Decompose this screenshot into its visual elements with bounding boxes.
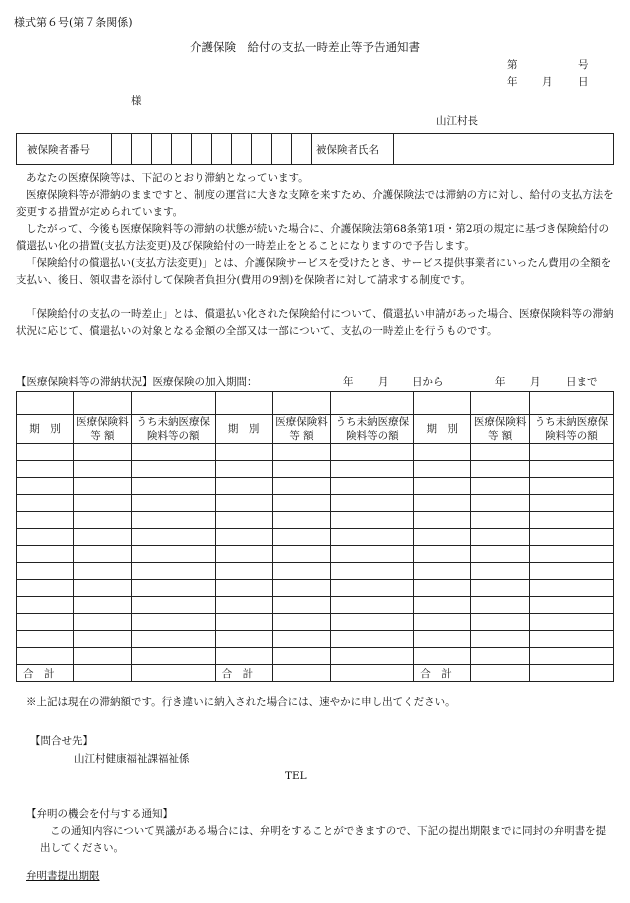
table-cell[interactable] xyxy=(471,529,530,546)
table-cell[interactable] xyxy=(215,495,272,512)
period-from: 日から xyxy=(412,376,444,388)
table-cell[interactable] xyxy=(530,495,614,512)
table-cell[interactable] xyxy=(414,512,471,529)
table-cell[interactable] xyxy=(131,631,215,648)
table-cell[interactable] xyxy=(73,648,131,665)
table-cell[interactable] xyxy=(73,563,131,580)
table-cell[interactable] xyxy=(17,546,74,563)
table-row xyxy=(17,444,614,461)
table-cell[interactable] xyxy=(471,495,530,512)
table-cell[interactable] xyxy=(471,580,530,597)
paragraph: 「保険給付の償還払い(支払方法変更)」とは、介護保険サービスを受けたとき、サービス提供事業者にいったん費用の全額を支払い、後日、領収書を添付して保険者負担分(費用の9割)を保険者に対して請求する制度です。 xyxy=(16,257,612,286)
digit-box[interactable] xyxy=(172,134,192,165)
arrears-table xyxy=(16,391,614,682)
total-cell[interactable] xyxy=(331,665,414,682)
table-cell[interactable] xyxy=(131,512,215,529)
table-cell[interactable] xyxy=(471,461,530,478)
table-cell[interactable] xyxy=(17,648,74,665)
paragraph: したがって、今後も医療保険料等の滞納の状態が続いた場合に、介護保険法第68条第1項・第2項の規定に基づき保険給付の償還払い化の措置(支払方法変更)及び保険給付の一時差止をとることになりますので予告します。 xyxy=(16,223,610,252)
table-cell[interactable] xyxy=(215,478,272,495)
table-cell[interactable] xyxy=(73,580,131,597)
table-cell[interactable] xyxy=(272,529,331,546)
digit-box[interactable] xyxy=(292,134,312,165)
table-cell[interactable] xyxy=(215,631,272,648)
insured-name-label: 被保険者氏名 xyxy=(312,134,394,165)
total-label: 合 計 xyxy=(215,665,272,682)
table-cell[interactable] xyxy=(272,461,331,478)
digit-box[interactable] xyxy=(152,134,172,165)
digit-box[interactable] xyxy=(272,134,292,165)
contact-dept: 山江村健康福祉課福祉係 xyxy=(74,753,190,765)
unpaid-header: うち未納医療保険料等の額 xyxy=(131,415,215,444)
digit-box[interactable] xyxy=(252,134,272,165)
note: ※上記は現在の滞納額です。行き違いに納入された場合には、速やかに申し出てください。 xyxy=(26,696,456,708)
period-year1: 年 xyxy=(343,376,354,388)
table-cell[interactable] xyxy=(530,597,614,614)
digit-box[interactable] xyxy=(212,134,232,165)
table-cell[interactable] xyxy=(414,614,471,631)
table-cell[interactable] xyxy=(530,478,614,495)
digit-box[interactable] xyxy=(132,134,152,165)
digit-box[interactable] xyxy=(112,134,132,165)
table-cell[interactable] xyxy=(530,461,614,478)
deadline-label: 弁明書提出期限 xyxy=(26,870,100,882)
table-cell[interactable] xyxy=(17,597,74,614)
table-cell[interactable] xyxy=(215,546,272,563)
table-cell[interactable] xyxy=(471,512,530,529)
table-cell[interactable] xyxy=(73,461,131,478)
period-month1: 月 xyxy=(378,376,389,388)
number-dai: 第 xyxy=(507,59,518,71)
digit-box[interactable] xyxy=(192,134,212,165)
table-cell[interactable] xyxy=(17,580,74,597)
paragraph: 「保険給付の支払の一時差止」とは、償還払い化された保険給付について、償還払い申請があった場合、医療保険料等の滞納状況に応じて、償還払いの対象となる金額の全部又は一部について、支払の一時差止を行うものです。 xyxy=(16,308,614,337)
unpaid-header: うち未納医療保険料等の額 xyxy=(331,415,414,444)
table-cell[interactable] xyxy=(530,512,614,529)
table-cell[interactable] xyxy=(272,648,331,665)
table-cell[interactable] xyxy=(414,546,471,563)
total-cell[interactable] xyxy=(471,665,530,682)
table-cell[interactable] xyxy=(17,631,74,648)
paragraph: 医療保険料等が滞納のままですと、制度の運営に大きな支障を来すため、介護保険法では滞納の方に対し、給付の支払方法を変更する措置が定められています。 xyxy=(16,189,614,218)
table-cell[interactable] xyxy=(471,614,530,631)
table-cell[interactable] xyxy=(131,580,215,597)
table-cell[interactable] xyxy=(131,546,215,563)
table-cell[interactable] xyxy=(215,512,272,529)
table-cell[interactable] xyxy=(17,444,74,461)
table-row xyxy=(17,529,614,546)
table-cell[interactable] xyxy=(414,631,471,648)
table-cell[interactable] xyxy=(272,444,331,461)
table-cell[interactable] xyxy=(471,546,530,563)
total-label: 合 計 xyxy=(414,665,471,682)
table-cell[interactable] xyxy=(530,529,614,546)
table-cell[interactable] xyxy=(272,495,331,512)
hearing-heading: 【弁明の機会を付与する通知】 xyxy=(26,808,173,820)
table-cell[interactable] xyxy=(471,597,530,614)
table-cell[interactable] xyxy=(215,597,272,614)
period-header: 期 別 xyxy=(414,415,471,444)
table-cell[interactable] xyxy=(471,478,530,495)
table-cell[interactable] xyxy=(131,563,215,580)
table-cell[interactable] xyxy=(530,563,614,580)
table-cell[interactable] xyxy=(272,631,331,648)
period-year2: 年 xyxy=(495,376,506,388)
date-month: 月 xyxy=(542,76,553,88)
table-cell[interactable] xyxy=(17,529,74,546)
total-label: 合 計 xyxy=(17,665,74,682)
table-cell[interactable] xyxy=(530,648,614,665)
page-title: 介護保険 給付の支払一時差止等予告通知書 xyxy=(190,40,420,54)
table-cell[interactable] xyxy=(17,495,74,512)
table-cell[interactable] xyxy=(73,546,131,563)
insured-name-field[interactable] xyxy=(394,134,614,165)
table-cell[interactable] xyxy=(331,461,414,478)
table-cell[interactable] xyxy=(414,444,471,461)
period-header: 期 別 xyxy=(17,415,74,444)
period-to: 日まで xyxy=(566,376,598,388)
form-number: 様式第６号(第７条関係) xyxy=(14,16,133,29)
table-row xyxy=(17,648,614,665)
table-cell[interactable] xyxy=(414,648,471,665)
table-cell[interactable] xyxy=(73,512,131,529)
table-cell[interactable] xyxy=(331,444,414,461)
table-cell[interactable] xyxy=(530,444,614,461)
table-cell[interactable] xyxy=(17,461,74,478)
digit-box[interactable] xyxy=(232,134,252,165)
table-row xyxy=(17,580,614,597)
unpaid-header: うち未納医療保険料等の額 xyxy=(530,415,614,444)
table-cell[interactable] xyxy=(131,444,215,461)
table-cell[interactable] xyxy=(272,580,331,597)
total-cell[interactable] xyxy=(530,665,614,682)
table-cell[interactable] xyxy=(215,461,272,478)
table-cell[interactable] xyxy=(530,631,614,648)
table-cell[interactable] xyxy=(215,580,272,597)
table-cell[interactable] xyxy=(331,563,414,580)
table-cell[interactable] xyxy=(272,512,331,529)
period-header: 期 別 xyxy=(215,415,272,444)
table-cell[interactable] xyxy=(272,546,331,563)
table-cell[interactable] xyxy=(471,648,530,665)
table-row xyxy=(17,597,614,614)
insured-id-table xyxy=(16,133,614,165)
premium-header: 医療保険料 等 額 xyxy=(73,415,131,444)
addressee-suffix: 様 xyxy=(131,95,142,107)
table-row xyxy=(17,563,614,580)
premium-header: 医療保険料 等 額 xyxy=(272,415,331,444)
date-year: 年 xyxy=(507,76,518,88)
table-cell[interactable] xyxy=(414,580,471,597)
table-cell[interactable] xyxy=(530,614,614,631)
table-row xyxy=(17,546,614,563)
table-cell[interactable] xyxy=(17,512,74,529)
table-cell[interactable] xyxy=(272,597,331,614)
table-cell[interactable] xyxy=(471,444,530,461)
table-cell[interactable] xyxy=(331,495,414,512)
table-cell[interactable] xyxy=(530,580,614,597)
table-row xyxy=(17,478,614,495)
paragraph: あなたの医療保険等は、下記のとおり滞納となっています。 xyxy=(26,172,309,184)
table-cell[interactable] xyxy=(530,546,614,563)
table-cell[interactable] xyxy=(215,444,272,461)
table-cell[interactable] xyxy=(272,563,331,580)
table-cell[interactable] xyxy=(73,444,131,461)
date-day: 日 xyxy=(578,76,589,88)
table-cell[interactable] xyxy=(414,597,471,614)
premium-header: 医療保険料 等 額 xyxy=(471,415,530,444)
table-cell[interactable] xyxy=(131,648,215,665)
total-cell[interactable] xyxy=(272,665,331,682)
table-cell[interactable] xyxy=(131,529,215,546)
total-cell[interactable] xyxy=(131,665,215,682)
table-cell[interactable] xyxy=(73,495,131,512)
table-cell[interactable] xyxy=(331,512,414,529)
table-cell[interactable] xyxy=(131,461,215,478)
table-cell[interactable] xyxy=(131,597,215,614)
table-cell[interactable] xyxy=(73,478,131,495)
table-cell[interactable] xyxy=(272,614,331,631)
table-cell[interactable] xyxy=(215,563,272,580)
contact-heading: 【問合せ先】 xyxy=(30,735,93,747)
table-cell[interactable] xyxy=(272,478,331,495)
period-month2: 月 xyxy=(530,376,541,388)
table-cell[interactable] xyxy=(414,495,471,512)
table-row xyxy=(17,461,614,478)
table-cell[interactable] xyxy=(73,597,131,614)
table-cell[interactable] xyxy=(414,478,471,495)
table-row xyxy=(17,614,614,631)
table-cell[interactable] xyxy=(131,614,215,631)
contact-tel: TEL xyxy=(285,770,307,782)
table-cell[interactable] xyxy=(215,529,272,546)
table-cell[interactable] xyxy=(471,563,530,580)
table-cell[interactable] xyxy=(73,631,131,648)
table-cell[interactable] xyxy=(331,597,414,614)
table-cell[interactable] xyxy=(331,546,414,563)
table-cell[interactable] xyxy=(17,478,74,495)
table-cell[interactable] xyxy=(331,580,414,597)
total-cell[interactable] xyxy=(73,665,131,682)
table-cell[interactable] xyxy=(331,614,414,631)
hearing-text: この通知内容について異議がある場合には、弁明をすることができますので、下記の提出期限までに同封の弁明書を提出してください。 xyxy=(40,825,607,854)
table-row xyxy=(17,631,614,648)
table-cell[interactable] xyxy=(131,495,215,512)
insured-number-label: 被保険者番号 xyxy=(17,134,112,165)
table-row xyxy=(17,495,614,512)
table-cell[interactable] xyxy=(414,529,471,546)
status-heading: 【医療保険料等の滞納状況】医療保険の加入期間： xyxy=(16,376,258,388)
issuer: 山江村長 xyxy=(436,115,478,127)
table-cell[interactable] xyxy=(414,563,471,580)
table-cell[interactable] xyxy=(215,648,272,665)
table-cell[interactable] xyxy=(471,631,530,648)
table-cell[interactable] xyxy=(73,529,131,546)
table-cell[interactable] xyxy=(73,614,131,631)
table-cell[interactable] xyxy=(331,478,414,495)
table-cell[interactable] xyxy=(17,563,74,580)
table-cell[interactable] xyxy=(331,529,414,546)
table-row xyxy=(17,512,614,529)
table-cell[interactable] xyxy=(331,648,414,665)
table-cell[interactable] xyxy=(215,614,272,631)
table-cell[interactable] xyxy=(131,478,215,495)
table-cell[interactable] xyxy=(331,631,414,648)
number-go: 号 xyxy=(578,59,589,71)
table-cell[interactable] xyxy=(17,614,74,631)
table-cell[interactable] xyxy=(414,461,471,478)
